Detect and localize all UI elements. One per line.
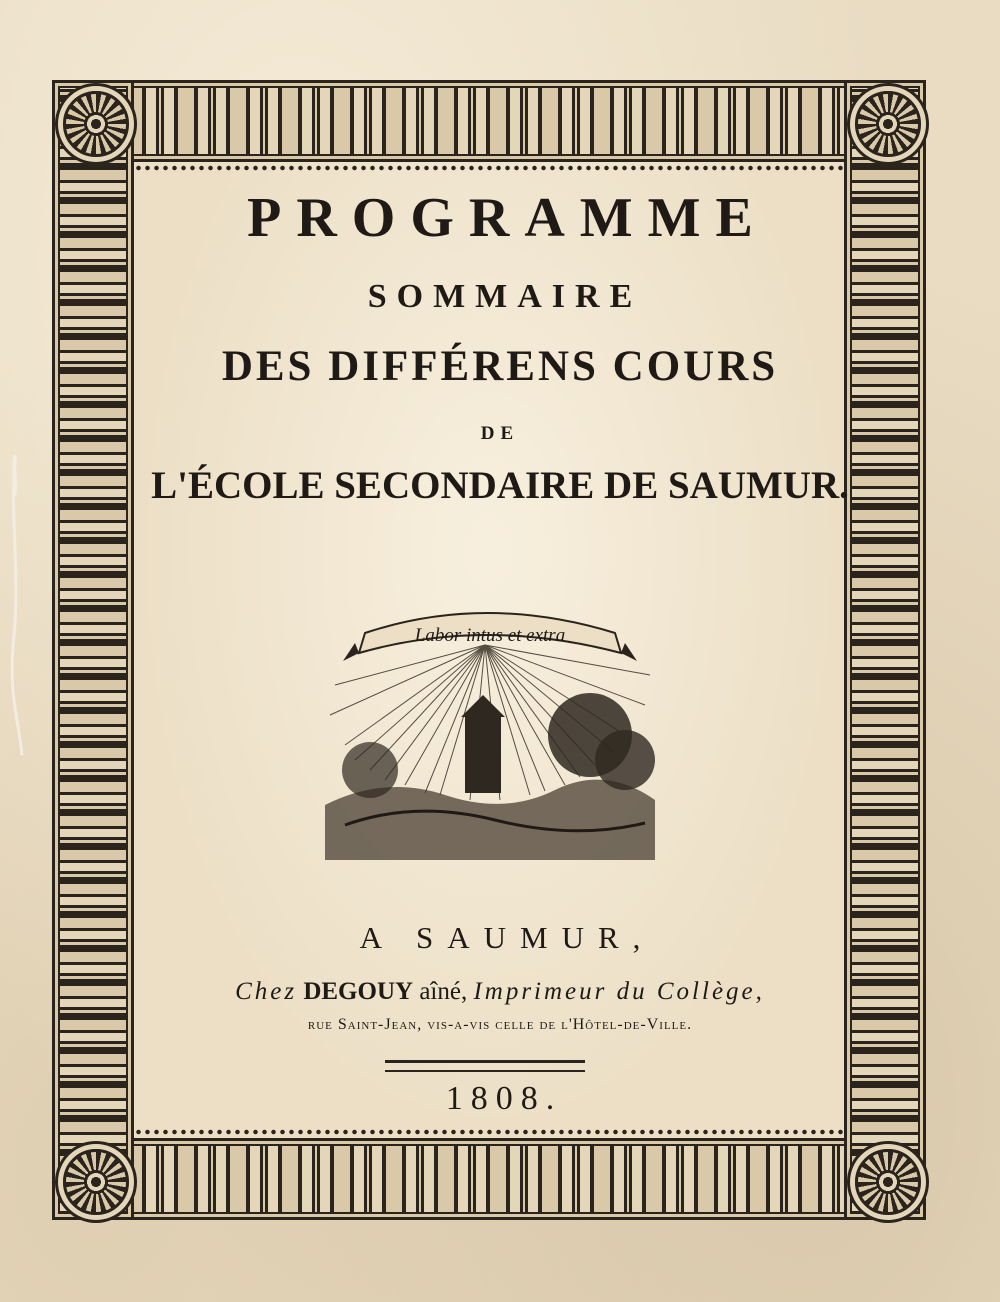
- imprint-publisher: [0, 978, 1000, 1006]
- corner-rosette-icon: [855, 1149, 921, 1215]
- corner-rosette-icon: [855, 91, 921, 157]
- imprint-printer-title: Imprimeur du Collège,: [473, 978, 765, 1005]
- heading-courses: DES DIFFÉRENS COURS: [221, 343, 779, 390]
- dotted-rule-bottom: [134, 1128, 844, 1136]
- imprint-printer-name: DEGOUY: [303, 978, 414, 1005]
- publication-year: 1808.: [445, 1080, 563, 1117]
- page-title: PROGRAMME: [247, 187, 768, 249]
- sunburst-landscape-icon: [325, 595, 655, 860]
- dotted-rule-top: [134, 164, 844, 172]
- border-top-band: [52, 80, 926, 162]
- imprint-city: A SAUMUR,: [359, 920, 655, 955]
- border-left-band: [52, 80, 134, 1220]
- imprint-aine: aîné,: [419, 978, 468, 1005]
- double-rule-divider: [385, 1060, 585, 1072]
- border-bottom-band: [52, 1138, 926, 1220]
- vignette-motto: Labor intus et extra: [414, 625, 566, 646]
- heading-preposition: DE: [480, 423, 520, 444]
- corner-rosette-icon: [63, 1149, 129, 1215]
- border-right-band: [844, 80, 926, 1220]
- imprint-chez: Chez: [235, 978, 298, 1005]
- heading-school: L'ÉCOLE SECONDAIRE DE SAUMUR.: [151, 464, 849, 507]
- imprint-address: rue Saint-Jean, vis-a-vis celle de l'Hôtel-de-Ville.: [307, 1016, 693, 1033]
- page-subtitle: SOMMAIRE: [367, 278, 643, 315]
- corner-rosette-icon: [63, 91, 129, 157]
